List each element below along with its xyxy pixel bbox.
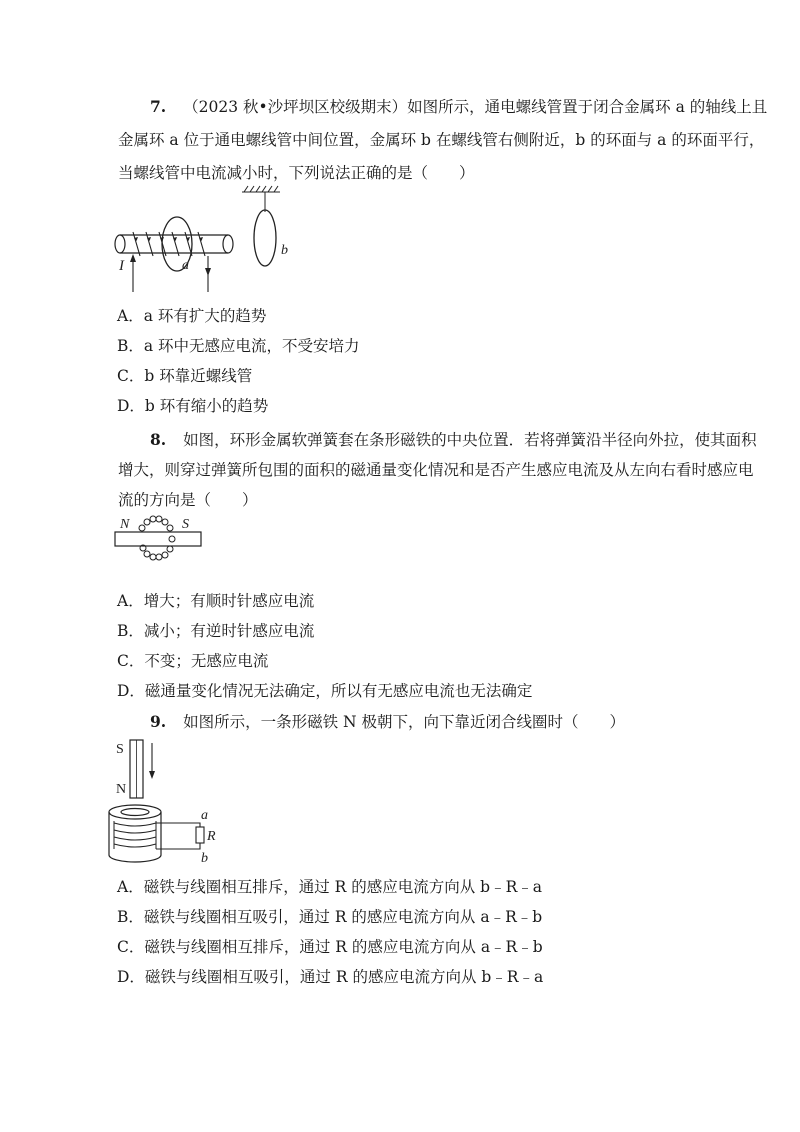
q7-stem-line-1: 7. （2023 秋•沙坪坝区校级期末）如图所示，通电螺线管置于闭合金属环 a 的轴线上且 bbox=[150, 97, 768, 116]
q7-stem-line-2: 金属环 a 位于通电螺线管中间位置，金属环 b 在螺线管右侧附近，b 的环面与 a 的环面平行， bbox=[118, 131, 765, 149]
q8-option-a[interactable]: A．增大；有顺时针感应电流 bbox=[117, 592, 315, 610]
q7-option-a[interactable]: A．a 环有扩大的趋势 bbox=[117, 307, 267, 325]
magnet-north-label: N bbox=[116, 782, 127, 797]
q9-magnet-coil-figure bbox=[100, 735, 230, 865]
q9-number: 9. bbox=[150, 712, 167, 731]
q9-option-b[interactable]: B．磁铁与线圈相互吸引，通过 R 的感应电流方向从 a﹣R﹣b bbox=[117, 908, 543, 926]
motion-down-arrow-icon bbox=[149, 771, 155, 779]
q7-stem-line-3: 当螺线管中电流减小时，下列说法正确的是（ ） bbox=[118, 164, 475, 182]
resistor bbox=[196, 827, 204, 843]
q8-option-d[interactable]: D．磁通量变化情况无法确定，所以有无感应电流也无法确定 bbox=[117, 682, 533, 700]
bar-magnet bbox=[115, 532, 201, 546]
q9-option-c[interactable]: C．磁铁与线圈相互排斥，通过 R 的感应电流方向从 a﹣R﹣b bbox=[117, 938, 543, 956]
q8-magnet-spring-figure bbox=[110, 512, 210, 560]
ceiling-support bbox=[242, 186, 280, 192]
ring-b-label: b bbox=[281, 243, 288, 258]
q8-stem-line-2: 增大，则穿过弹簧所包围的面积的磁通量变化情况和是否产生感应电流及从左向右看时感应电 bbox=[118, 461, 754, 479]
q8-stem-line-3: 流的方向是（ ） bbox=[118, 491, 258, 509]
q8-option-c[interactable]: C．不变；无感应电流 bbox=[117, 652, 269, 670]
q8-number: 8. bbox=[150, 430, 167, 449]
q8-stem-line-1: 8. 如图，环形金属软弹簧套在条形磁铁的中央位置．若将弹簧沿半径向外拉，使其面积 bbox=[150, 430, 757, 449]
q7-number: 7. bbox=[150, 97, 167, 116]
solenoid-windings bbox=[133, 232, 205, 256]
magnet-south-label: S bbox=[116, 742, 124, 757]
current-out-arrow-icon bbox=[205, 268, 211, 276]
q7-option-c[interactable]: C．b 环靠近螺线管 bbox=[117, 367, 253, 385]
q8-option-b[interactable]: B．减小；有逆时针感应电流 bbox=[117, 622, 315, 640]
resistor-label: R bbox=[207, 829, 216, 844]
q7-solenoid-figure bbox=[100, 180, 320, 295]
ring-b bbox=[254, 210, 276, 266]
winding-arrows bbox=[134, 237, 203, 241]
coil-windings bbox=[114, 821, 156, 849]
q9-stem-line-1: 9. 如图所示，一条形磁铁 N 极朝下，向下靠近闭合线圈时（ ） bbox=[150, 712, 626, 731]
terminal-a-label: a bbox=[201, 808, 208, 823]
q7-option-b[interactable]: B．a 环中无感应电流，不受安培力 bbox=[117, 337, 360, 355]
q9-option-d[interactable]: D．磁铁与线圈相互吸引，通过 R 的感应电流方向从 b﹣R﹣a bbox=[117, 968, 544, 986]
magnet-north-label: N bbox=[120, 517, 130, 532]
circuit-wires bbox=[156, 823, 200, 849]
q7-option-d[interactable]: D．b 环有缩小的趋势 bbox=[117, 397, 269, 415]
current-in-arrow-icon bbox=[130, 254, 136, 262]
ring-a-label: a bbox=[182, 258, 189, 273]
current-label: I bbox=[119, 258, 124, 274]
magnet-south-label: S bbox=[182, 517, 189, 532]
q9-option-a[interactable]: A．磁铁与线圈相互排斥，通过 R 的感应电流方向从 b﹣R﹣a bbox=[117, 878, 542, 896]
terminal-b-label: b bbox=[201, 851, 208, 866]
